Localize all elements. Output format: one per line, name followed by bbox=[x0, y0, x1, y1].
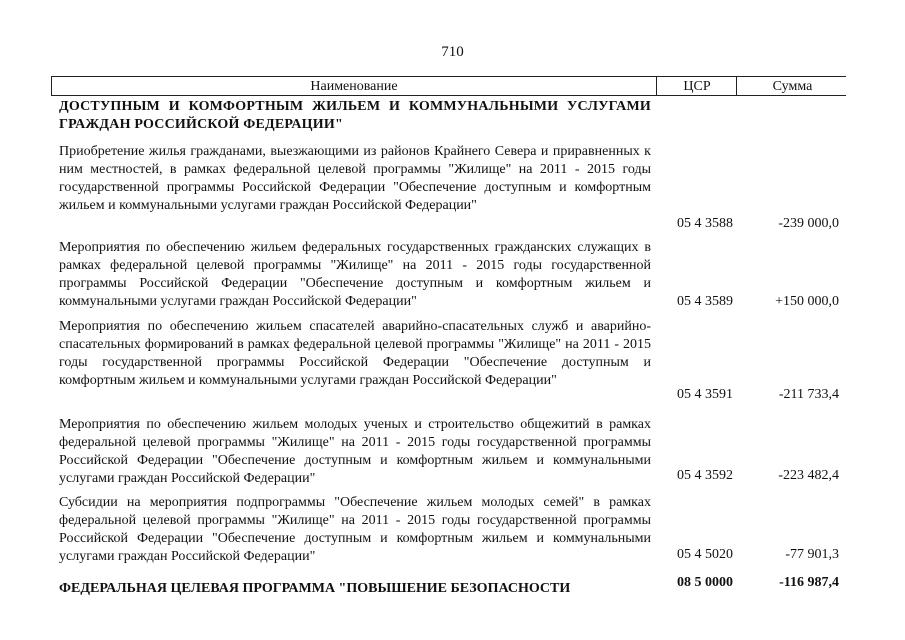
row-sum: -116 987,4 bbox=[779, 575, 839, 590]
row-csr: 05 4 3592 bbox=[677, 468, 733, 483]
row-name: Субсидии на мероприятия подпрограммы "Обеспечение жильем молодых семей" в рамках федеральной целевой программы "Жилище" на 2011 - 2015 годы государственной программы Российской Федерации "Обеспечение доступным и комфортным жильем и коммунальными услугами граждан Российской Федерации" bbox=[59, 495, 651, 564]
section-heading-text: ДОСТУПНЫМ И КОМФОРТНЫМ ЖИЛЬЕМ И КОММУНАЛЬНЫМИ УСЛУГАМИ ГРАЖДАН РОССИЙСКОЙ ФЕДЕРАЦИИ" bbox=[59, 99, 651, 132]
page-number: 710 bbox=[441, 44, 464, 60]
column-header-sum: Сумма bbox=[736, 77, 848, 95]
table-header bbox=[51, 76, 846, 96]
row-sum: -223 482,4 bbox=[778, 468, 839, 483]
row-name: Мероприятия по обеспечению жильем федеральных государственных гражданских служащих в рамках федеральной целевой программы "Жилище" на 2011 - 2015 годы государственной программы Российской Федерации "Обеспечение доступным и комфортным жильем и коммунальными услугами граждан Российской Федерации" bbox=[59, 240, 651, 309]
row-sum: -239 000,0 bbox=[778, 216, 839, 231]
row-csr: 05 4 5020 bbox=[677, 547, 733, 562]
row-csr: 05 4 3591 bbox=[677, 387, 733, 402]
row-sum: +150 000,0 bbox=[775, 294, 839, 309]
row-sum: -77 901,3 bbox=[785, 547, 839, 562]
section-title: ФЕДЕРАЛЬНАЯ ЦЕЛЕВАЯ ПРОГРАММА "ПОВЫШЕНИЕ БЕЗОПАСНОСТИ bbox=[59, 581, 571, 596]
row-name: Приобретение жилья гражданами, выезжающими из районов Крайнего Севера и приравненных к ним местностей, в рамках федеральной целевой программы "Жилище" на 2011 - 2015 годы государственной программы Российской Федерации "Обеспечение доступным и комфортным жильем и коммунальными услугами граждан Российской Федерации" bbox=[59, 144, 651, 213]
column-header-name: Наименование bbox=[310, 79, 398, 94]
row-csr: 05 4 3588 bbox=[677, 216, 733, 231]
row-sum: -211 733,4 bbox=[778, 387, 839, 402]
row-name: Мероприятия по обеспечению жильем молодых ученых и строительство общежитий в рамках федеральной целевой программы "Жилище" на 2011 - 2015 годы государственной программы Российской Федерации "Обеспечение доступным и комфортным жильем и коммунальными услугами граждан Российской Федерации" bbox=[59, 417, 651, 486]
column-header-csr: ЦСР bbox=[656, 77, 737, 95]
row-csr: 05 4 3589 bbox=[677, 294, 733, 309]
row-csr: 08 5 0000 bbox=[677, 575, 733, 590]
row-name: Мероприятия по обеспечению жильем спасателей аварийно-спасательных служб и аварийно-спасательных формирований в рамках федеральной целевой программы "Жилище" на 2011 - 2015 годы государственной программы Российской Федерации "Обеспечение доступным и комфортным жильем и коммунальными услугами граждан Российской Федерации" bbox=[59, 319, 651, 388]
